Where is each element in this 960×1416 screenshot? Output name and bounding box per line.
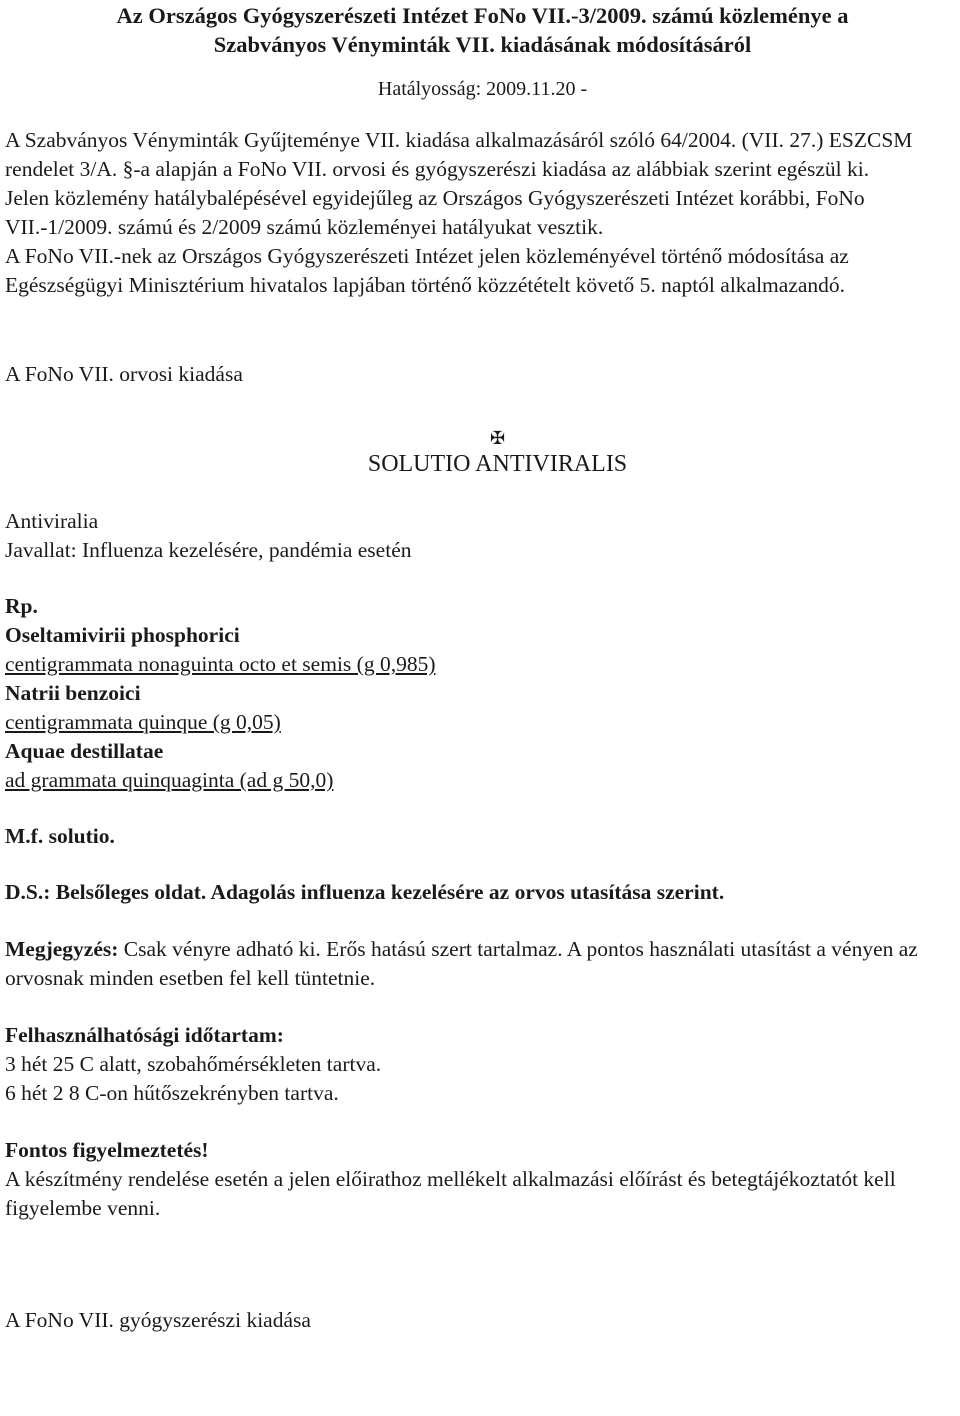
- warning-text: A készítmény rendelése esetén a jelen előirathoz mellékelt alkalmazási előírást és betegtájékoztatót kell figyelembe venni.: [5, 1167, 896, 1220]
- solution-title: SOLUTIO ANTIVIRALIS: [367, 451, 628, 477]
- note-text: Csak vényre adható ki. Erős hatású szert tartalmaz. A pontos használati utasítást a vényen az orvosnak minden esetben fel kell tüntetnie.: [5, 937, 918, 990]
- title-line-2: Szabványos Vényminták VII. kiadásának módosításáról: [213, 32, 752, 57]
- intro-paragraph-2: Jelen közlemény hatálybalépésével egyidejűleg az Országos Gyógyszerészeti Intézet korábbi, FoNo VII.-1/2009. számú és 2/2009 számú közleményei hatályukat vesztik.: [5, 186, 865, 239]
- note-label: Megjegyzés:: [5, 937, 119, 961]
- cross-icon: ✠: [489, 428, 506, 448]
- shelf-life-line-2: 6 hét 2 8 C-on hűtőszekrényben tartva.: [5, 1081, 339, 1105]
- indication: Javallat: Influenza kezelésére, pandémia esetén: [5, 538, 412, 562]
- title-line-1: Az Országos Gyógyszerészeti Intézet FoNo VII.-3/2009. számú közleménye a: [116, 3, 849, 28]
- intro-paragraph-3: A FoNo VII.-nek az Országos Gyógyszerészeti Intézet jelen közleményével történő módosítása az Egészségügyi Minisztérium hivatalos lapjában történő közzétételt követő 5. naptól alkalmazandó.: [5, 244, 849, 297]
- ingredient-amount: centigrammata nonaguinta octo et semis (g 0,985): [5, 652, 436, 676]
- intro-section: [5, 126, 960, 300]
- document-title: [5, 1, 960, 59]
- ingredient-list: [5, 621, 960, 795]
- drug-category: Antiviralia: [5, 509, 99, 533]
- shelf-life-label: Felhasználhatósági időtartam:: [5, 1023, 284, 1047]
- note-paragraph: [5, 935, 960, 993]
- document-page: [5, 0, 960, 1335]
- intro-paragraph-1: A Szabványos Vényminták Gyűjteménye VII. kiadása alkalmazásáról szóló 64/2004. (VII. 27.) ESZCSM rendelet 3/A. §-a alapján a FoNo VII. orvosi és gyógyszerészi kiadása az alábbiak szerint egészül ki.: [5, 128, 913, 181]
- ingredient-name: Oseltamivirii phosphorici: [5, 623, 240, 647]
- shelf-life-section: [5, 1021, 960, 1108]
- ingredient-name: Natrii benzoici: [5, 681, 141, 705]
- warning-section: [5, 1136, 960, 1223]
- effective-date: Hatályosság: 2009.11.20 -: [377, 78, 588, 100]
- mf-line: M.f. solutio.: [5, 824, 115, 848]
- ingredient-amount: ad grammata quinquaginta (ad g 50,0): [5, 768, 334, 792]
- rp-label: Rp.: [5, 594, 38, 618]
- shelf-life-line-1: 3 hét 25 C alatt, szobahőmérsékleten tartva.: [5, 1052, 382, 1076]
- gyogyszereszi-heading: A FoNo VII. gyógyszerészi kiadása: [5, 1308, 311, 1332]
- orvosi-heading: A FoNo VII. orvosi kiadása: [5, 362, 243, 386]
- ingredient-name: Aquae destillatae: [5, 739, 164, 763]
- ds-line: D.S.: Belsőleges oldat. Adagolás influenza kezelésére az orvos utasítása szerint.: [5, 880, 725, 904]
- ingredient-amount: centigrammata quinque (g 0,05): [5, 710, 281, 734]
- warning-label: Fontos figyelmeztetés!: [5, 1138, 209, 1162]
